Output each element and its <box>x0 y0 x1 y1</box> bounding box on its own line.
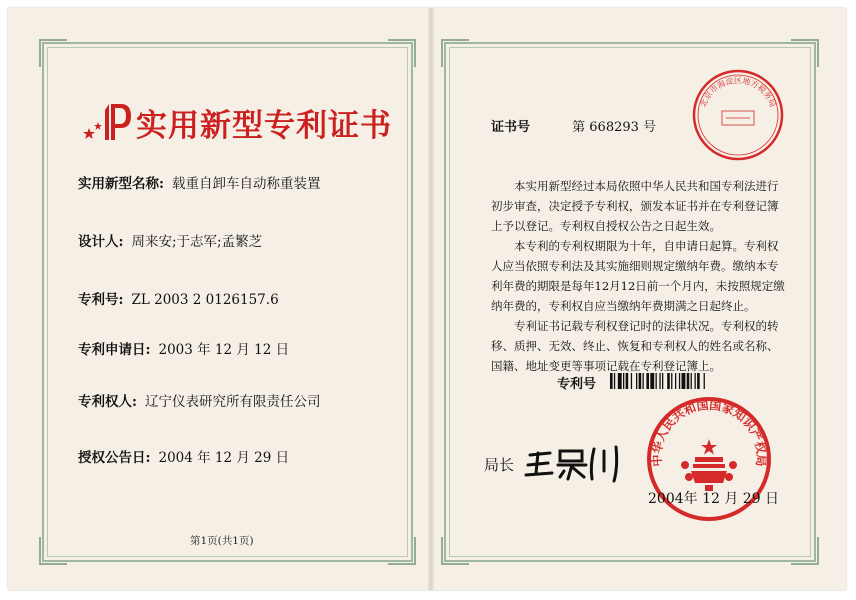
issue-date-stamp: 2004年 12 月 29 日 <box>648 491 780 507</box>
grant-date-value: 2004 年 12 月 29 日 <box>158 450 290 466</box>
filing-date <box>78 338 289 358</box>
inventor <box>78 230 262 250</box>
director-label: 局长 <box>484 456 515 474</box>
inventor-value: 周来安;于志军;孟繁芝 <box>131 234 263 250</box>
svg-text:中华人民共和国国家知识产权局 <box>649 398 769 467</box>
certificate-number-value: 第 668293 号 <box>572 120 657 135</box>
page-fold <box>428 8 434 590</box>
patent-number-label: 专利号: <box>78 292 124 308</box>
filing-date-value: 2003 年 12 月 12 日 <box>158 342 290 358</box>
grant-date-label: 授权公告日: <box>78 450 151 466</box>
utility-model-name-value: 载重自卸车自动称重装置 <box>171 176 321 192</box>
body-paragraph-3: 专利证书记载专利权登记时的法律状况。专利权的转移、质押、无效、终止、恢复和专利权人的姓名或名称、国籍、地址变更等事项记载在专利登记簿上。 <box>491 319 779 373</box>
big-seal-text: 中华人民共和国国家知识产权局 <box>649 397 769 467</box>
patent-holder-value: 辽宁仪表研究所有限责任公司 <box>144 394 321 410</box>
inventor-label: 设计人: <box>78 234 124 250</box>
certificate-number <box>491 116 656 135</box>
filing-date-label: 专利申请日: <box>78 342 151 358</box>
patent-number-value: ZL 2003 2 0126157.6 <box>131 292 279 308</box>
body-paragraph-2: 本专利的专利权期限为十年，自申请日起算。专利权人应当依照专利法及其实施细则规定缴纳年费。缴纳本专利年费的期限是每年12月12日前一个月内，未按照规定缴纳年费的，专利权自应当缴纳年费期满之日起终止。 <box>491 239 785 313</box>
patent-holder <box>78 390 320 410</box>
utility-model-name-label: 实用新型名称: <box>78 176 164 192</box>
small-seal-text: 北京市海淀区地方税务局 <box>698 75 778 109</box>
patent-office-logo-icon <box>83 100 133 144</box>
body-paragraph-1: 本实用新型经过本局依照中华人民共和国专利法进行初步审查，决定授予专利权，颁发本证书并在专利登记簿上予以登记。专利权自授权公告之日起生效。 <box>491 179 779 233</box>
director-signature <box>524 443 624 483</box>
utility-model-name <box>78 172 320 192</box>
grant-date <box>78 446 289 466</box>
page-footer: 第1页(共1页) <box>190 535 254 547</box>
certificate-title: 实用新型专利证书 <box>136 108 392 144</box>
barcode-icon <box>610 373 780 389</box>
certificate-number-label: 证书号 <box>491 120 531 135</box>
patent-number <box>78 288 279 308</box>
certificate-body <box>491 176 789 376</box>
barcode-label-text: 专利号 <box>557 377 597 392</box>
barcode-label <box>557 373 596 392</box>
small-red-seal-icon <box>690 67 786 163</box>
patent-holder-label: 专利权人: <box>78 394 137 410</box>
